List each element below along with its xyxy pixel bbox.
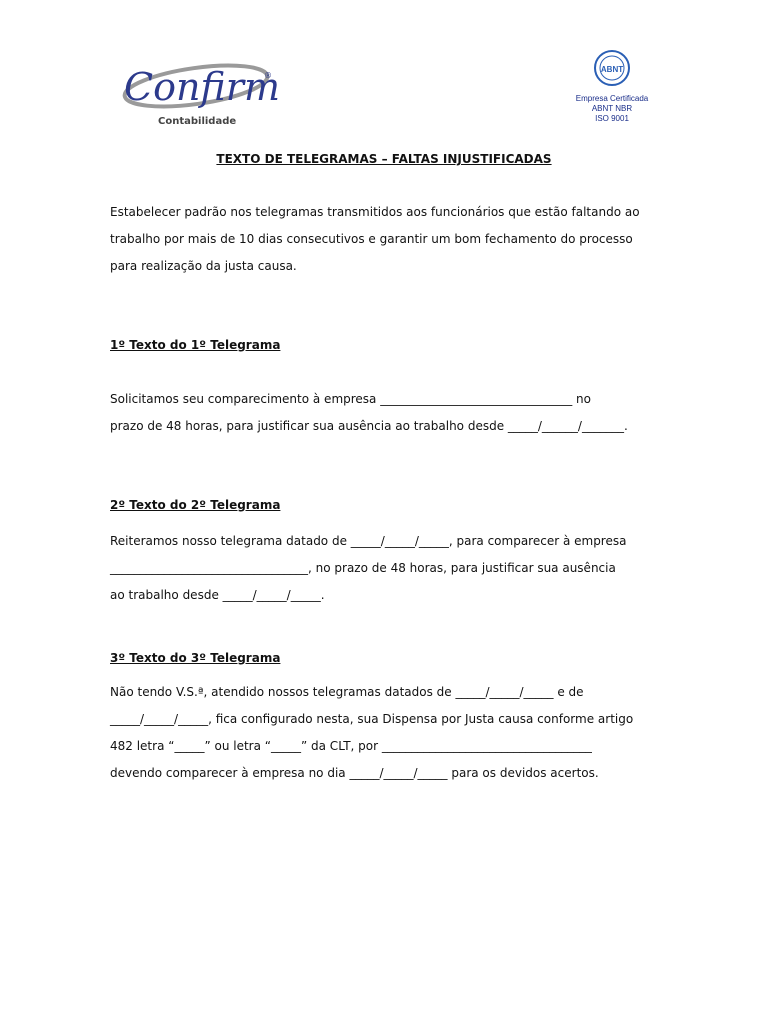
cert-line-1: Empresa Certificada (575, 94, 649, 103)
intro-line: trabalho por mais de 10 dias consecutivos e garantir um bom fechamento do processo (110, 232, 633, 246)
intro-line: para realização da justa causa. (110, 259, 297, 273)
telegram-line: Reiteramos nosso telegrama datado de _____/_____/_____, para comparecer à empresa (110, 534, 627, 548)
logo-brand-text: Confirm (124, 65, 278, 109)
cert-line-2: ABNT NBR (591, 104, 633, 113)
telegram2-text (110, 528, 659, 609)
svg-text:®: ® (264, 71, 272, 80)
telegram-line: _____/_____/_____, fica configurado nesta, sua Dispensa por Justa causa conforme artigo (110, 712, 634, 726)
telegram-line: devendo comparecer à empresa no dia _____/_____/_____ para os devidos acertos. (110, 766, 599, 780)
telegram-line: _________________________________, no prazo de 48 horas, para justificar sua ausência (110, 561, 616, 575)
telegram-line: prazo de 48 horas, para justificar sua ausência ao trabalho desde _____/______/_______. (110, 419, 628, 433)
telegram2-heading: 2º Texto do 2º Telegrama (110, 498, 281, 512)
intro-line: Estabelecer padrão nos telegramas transmitidos aos funcionários que estão faltando ao (110, 205, 640, 219)
telegram-line: 482 letra “_____” ou letra “_____” da CLT, por ___________________________________ (110, 739, 592, 753)
telegram-line: ao trabalho desde _____/_____/_____. (110, 588, 325, 602)
telegram-line: Solicitamos seu comparecimento à empresa ________________________________ no (110, 392, 591, 406)
logo-sub-text: Contabilidade (158, 116, 237, 127)
certification-block (566, 46, 658, 130)
telegram1-text (110, 386, 659, 440)
telegram3-text (110, 679, 659, 787)
confirmy-logo (118, 52, 278, 132)
telegram-line: Não tendo V.S.ª, atendido nossos telegramas datados de _____/_____/_____ e de (110, 685, 584, 699)
telegram3-heading: 3º Texto do 3º Telegrama (110, 651, 281, 665)
intro-paragraph (110, 199, 659, 280)
cert-line-3: ISO 9001 (595, 114, 629, 123)
svg-text:ABNT: ABNT (600, 65, 624, 74)
telegram1-heading: 1º Texto do 1º Telegrama (110, 338, 281, 352)
abnt-seal-icon (592, 46, 632, 90)
document-title: TEXTO DE TELEGRAMAS – FALTAS INJUSTIFICADAS (216, 152, 552, 166)
